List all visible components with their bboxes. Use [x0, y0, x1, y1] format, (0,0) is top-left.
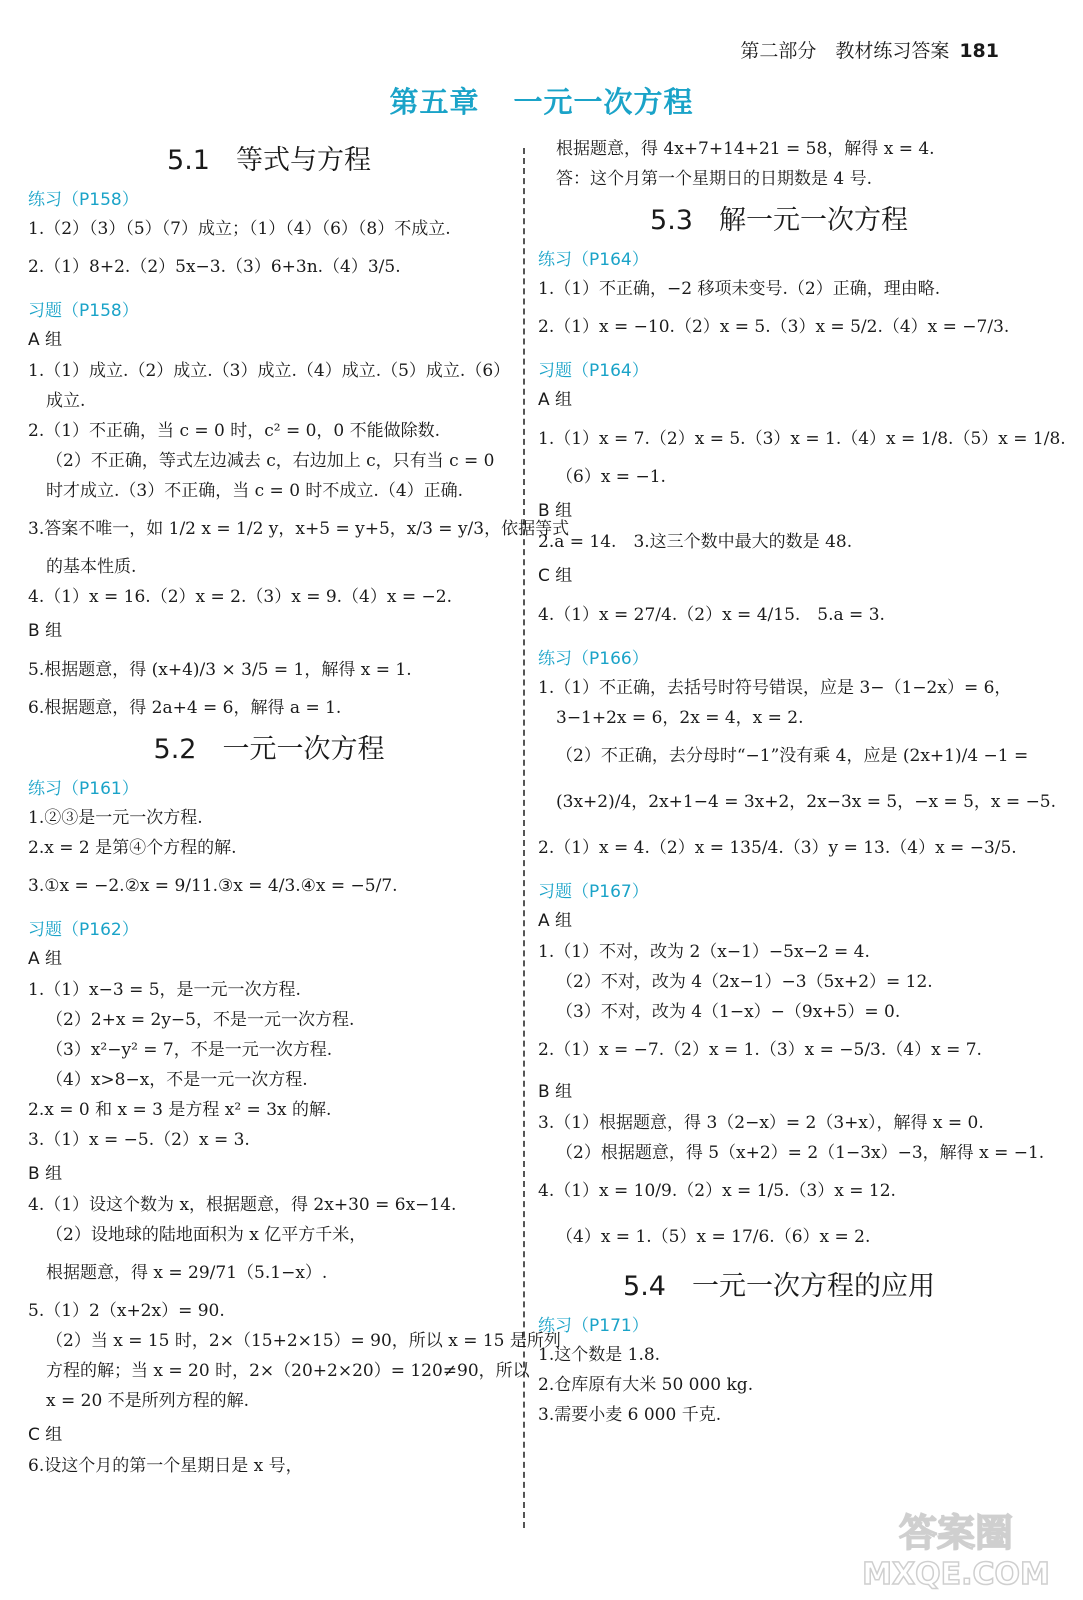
right-column — [538, 134, 1066, 1430]
answer-line: 1.（1）不正确，−2 移项未变号.（2）正确，理由略. — [538, 279, 941, 299]
exercise-label: 习题（P164） — [538, 361, 649, 381]
answer-line: 1.（2）（3）（5）（7）成立；（1）（4）（6）（8）不成立. — [28, 219, 451, 239]
group-label: B 组 — [28, 621, 63, 641]
watermark-line1: 答案圈 — [898, 1511, 1014, 1555]
page-number: 181 — [959, 40, 999, 62]
answer-line: （2）2+x = 2y−5，不是一元一次方程. — [46, 1010, 355, 1030]
exercise-label: 练习（P164） — [538, 250, 649, 270]
answer-line: 4.（1）设这个数为 x，根据题意，得 2x+30 = 6x−14. — [28, 1195, 457, 1215]
answer-line: 3.（1）根据题意，得 3（2−x）= 2（3+x），解得 x = 0. — [538, 1113, 984, 1133]
answer-line: 2.（1）x = −7.（2）x = 1.（3）x = −5/3.（4）x = 7. — [538, 1040, 982, 1060]
answer-line: 方程的解；当 x = 20 时，2×（20+2×20）= 120≠90，所以 — [46, 1361, 530, 1381]
answer-line: 1.这个数是 1.8. — [538, 1345, 661, 1365]
answer-line: 2.（1）8+2.（2）5x−3.（3）6+3n.（4）3/5. — [28, 257, 401, 277]
section-number: 5.2 — [153, 734, 197, 765]
header-section: 第二部分 教材练习答案 — [740, 40, 950, 62]
answer-line: 2.（1）不正确，当 c = 0 时，c² = 0，0 不能做除数. — [28, 421, 441, 441]
answer-line: （6）x = −1. — [556, 467, 666, 487]
answer-line: 3−1+2x = 6，2x = 4，x = 2. — [556, 708, 804, 728]
group-label: A 组 — [28, 949, 63, 969]
section-title: 一元一次方程 — [222, 734, 385, 765]
page-header — [740, 36, 999, 63]
section-number: 5.4 — [623, 1271, 666, 1302]
answer-line: （2）不对，改为 4（2x−1）−3（5x+2）= 12. — [556, 972, 933, 992]
group-label: C 组 — [538, 566, 573, 586]
answer-line: 2.x = 0 和 x = 3 是方程 x² = 3x 的解. — [28, 1100, 332, 1120]
group-label: B 组 — [28, 1164, 63, 1184]
answer-line: 答：这个月第一个星期日的日期数是 4 号. — [556, 169, 873, 189]
exercise-label: 习题（P167） — [538, 882, 649, 902]
exercise-label: 习题（P162） — [28, 920, 139, 940]
exercise-label: 练习（P171） — [538, 1316, 649, 1336]
answer-line: 4.（1）x = 27/4.（2）x = 4/15. 5.a = 3. — [538, 605, 885, 625]
answer-line: 5.根据题意，得 (x+4)/3 × 3/5 = 1，解得 x = 1. — [28, 660, 412, 680]
answer-line: x = 20 不是所列方程的解. — [46, 1391, 250, 1411]
section-number: 5.1 — [167, 145, 210, 176]
section-title: 等式与方程 — [235, 145, 371, 176]
chapter-number: 第五章 — [389, 85, 480, 119]
watermark-logo — [851, 1504, 1061, 1592]
section-heading — [538, 198, 1020, 237]
answer-line: （3）x²−y² = 7，不是一元一次方程. — [46, 1040, 333, 1060]
answer-line: 3.①x = −2.②x = 9/11.③x = 4/3.④x = −5/7. — [28, 876, 398, 896]
answer-line: 2.（1）x = 4.（2）x = 135/4.（3）y = 13.（4）x = −3/5. — [538, 838, 1017, 858]
answer-line: 1.②③是一元一次方程. — [28, 808, 203, 828]
answer-line: 1.（1）成立.（2）成立.（3）成立.（4）成立.（5）成立.（6） — [28, 361, 511, 381]
section-heading — [28, 727, 510, 766]
section-title: 解一元一次方程 — [718, 205, 908, 236]
group-label: A 组 — [538, 390, 573, 410]
section-number: 5.3 — [650, 205, 693, 236]
answer-line: 1.（1）x−3 = 5，是一元一次方程. — [28, 980, 301, 1000]
answer-line: 6.根据题意，得 2a+4 = 6，解得 a = 1. — [28, 698, 342, 718]
answer-line: （2）设地球的陆地面积为 x 亿平方千米， — [46, 1225, 367, 1245]
answer-line: （2）当 x = 15 时，2×（15+2×15）= 90，所以 x = 15 是所列 — [46, 1331, 561, 1351]
answer-line: （2）不正确，等式左边减去 c，右边加上 c，只有当 c = 0 — [46, 451, 495, 471]
answer-line: 根据题意，得 4x+7+14+21 = 58，解得 x = 4. — [556, 139, 935, 159]
column-divider — [523, 148, 525, 1528]
section-title: 一元一次方程的应用 — [691, 1271, 935, 1302]
answer-line: 4.（1）x = 16.（2）x = 2.（3）x = 9.（4）x = −2. — [28, 587, 452, 607]
left-column — [28, 134, 570, 1481]
answer-line: 成立. — [46, 391, 86, 411]
answer-line: （2）不正确，去分母时“−1”没有乘 4，应是 (2x+1)/4 −1 = — [556, 746, 1029, 766]
answer-line: 2.仓库原有大米 50 000 kg. — [538, 1375, 754, 1395]
chapter-title — [0, 80, 1083, 121]
answer-line: 2.（1）x = −10.（2）x = 5.（3）x = 5/2.（4）x = −7/3. — [538, 317, 1010, 337]
answer-line: （2）根据题意，得 5（x+2）= 2（1−3x）−3，解得 x = −1. — [556, 1143, 1045, 1163]
exercise-label: 习题（P158） — [28, 301, 139, 321]
exercise-label: 练习（P161） — [28, 779, 139, 799]
answer-line: 1.（1）不正确，去括号时符号错误，应是 3−（1−2x）= 6， — [538, 678, 1012, 698]
group-label: B 组 — [538, 1082, 573, 1102]
answer-line: 5.（1）2（x+2x）= 90. — [28, 1301, 225, 1321]
answer-line: 时才成立.（3）不正确，当 c = 0 时不成立.（4）正确. — [46, 481, 464, 501]
answer-line: 6.设这个月的第一个星期日是 x 号， — [28, 1456, 303, 1476]
answer-line: 根据题意，得 x = 29/71（5.1−x）. — [46, 1263, 328, 1283]
group-label: A 组 — [538, 911, 573, 931]
answer-line: 2.x = 2 是第④个方程的解. — [28, 838, 237, 858]
group-label: C 组 — [28, 1425, 63, 1445]
answer-line: (3x+2)/4，2x+1−4 = 3x+2，2x−3x = 5，−x = 5，x = −5. — [556, 792, 1057, 812]
answer-line: （4）x = 1.（5）x = 17/6.（6）x = 2. — [556, 1227, 871, 1247]
group-label: B 组 — [538, 501, 573, 521]
chapter-name: 一元一次方程 — [513, 85, 694, 119]
answer-line: 的基本性质. — [46, 557, 137, 577]
answer-line: 2.a = 14. 3.这三个数中最大的数是 48. — [538, 532, 853, 552]
answer-line: 4.（1）x = 10/9.（2）x = 1/5.（3）x = 12. — [538, 1181, 896, 1201]
section-heading — [538, 1264, 1020, 1303]
exercise-label: 练习（P158） — [28, 190, 139, 210]
answer-line: （3）不对，改为 4（1−x）−（9x+5）= 0. — [556, 1002, 901, 1022]
answer-line: 3.答案不唯一，如 1/2 x = 1/2 y，x+5 = y+5，x/3 = y/3，依据等式 — [28, 519, 570, 539]
answer-line: 1.（1）x = 7.（2）x = 5.（3）x = 1.（4）x = 1/8.（5）x = 1/8. — [538, 429, 1066, 449]
section-heading — [28, 138, 510, 177]
answer-line: （4）x>8−x，不是一元一次方程. — [46, 1070, 308, 1090]
group-label: A 组 — [28, 330, 63, 350]
answer-line: 1.（1）不对，改为 2（x−1）−5x−2 = 4. — [538, 942, 870, 962]
answer-line: 3.需要小麦 6 000 千克. — [538, 1405, 722, 1425]
exercise-label: 练习（P166） — [538, 649, 649, 669]
answer-line: 3.（1）x = −5.（2）x = 3. — [28, 1130, 250, 1150]
watermark-line2: MXQE.COM — [862, 1557, 1050, 1592]
